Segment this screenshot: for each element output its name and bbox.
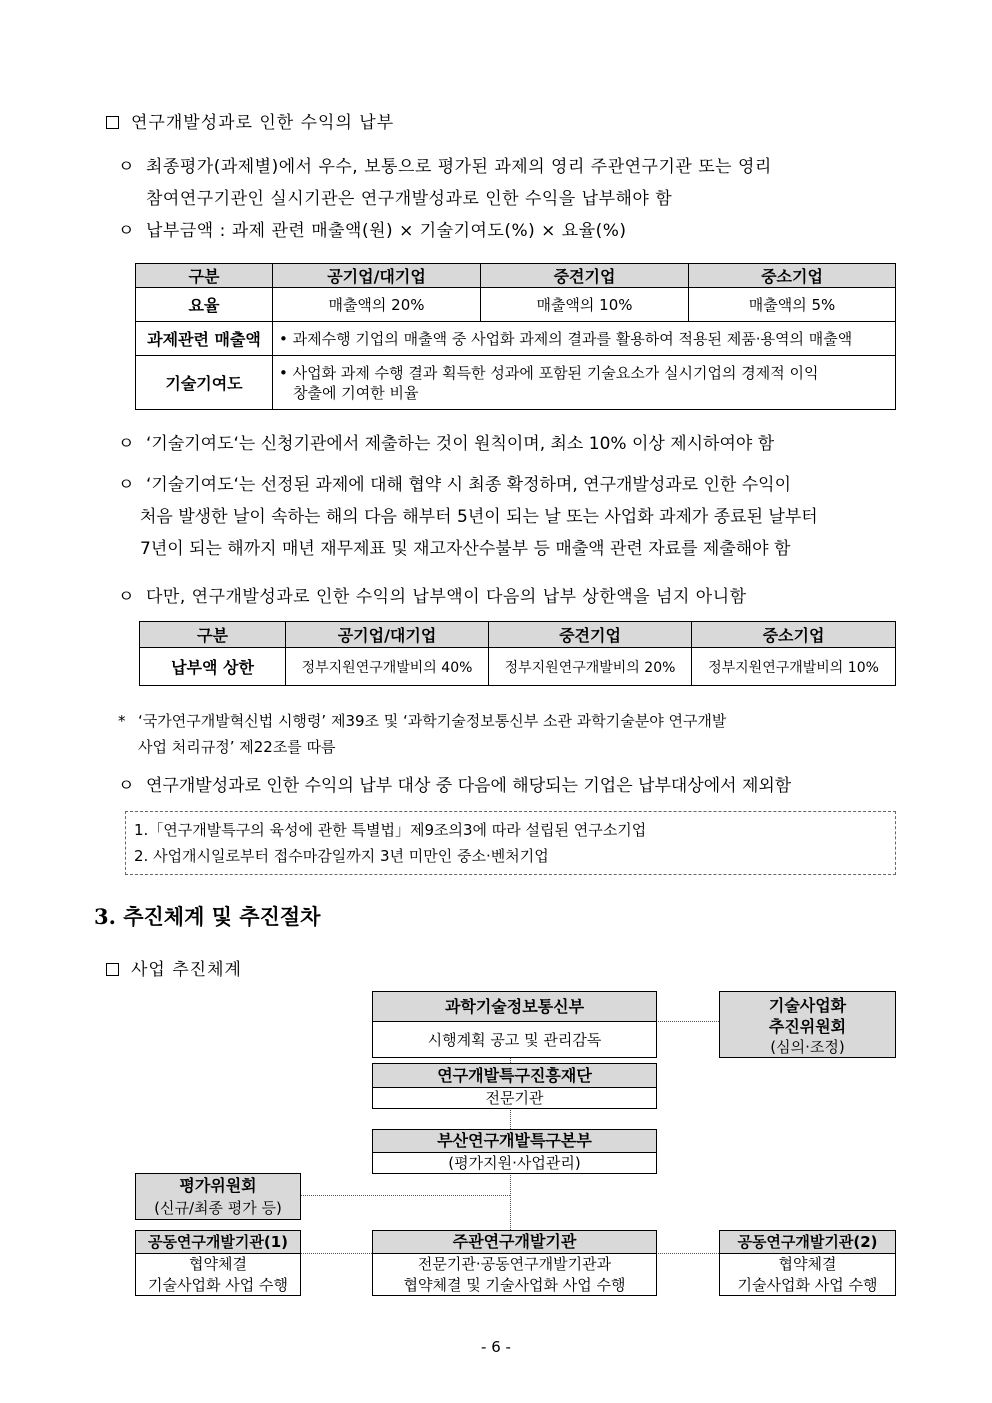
cap-table (139, 621, 896, 686)
org-title: 과학기술정보통신부 (373, 992, 656, 1022)
org-box-committee (719, 991, 896, 1058)
section-heading-revenue (106, 108, 394, 133)
footnote-mark: * (118, 712, 126, 730)
org-subtitle: 기술사업화 사업 수행 (148, 1276, 288, 1294)
org-subtitle: 전문기관·공동연구개발기관과 (417, 1255, 612, 1273)
table-cell: 매출액의 10% (481, 288, 689, 322)
org-subtitle: 협약체결 (778, 1255, 837, 1273)
org-box-joint-2 (719, 1230, 896, 1296)
org-box-msit (372, 991, 657, 1058)
table-cell: • 과제수행 기업의 매출액 중 사업화 과제의 결과를 활용하여 적용된 제품·용역의 매출액 (273, 322, 896, 356)
bullet-mark: ㅇ (118, 221, 135, 241)
table-header: 구분 (140, 622, 286, 648)
table-cell: 정부지원연구개발비의 10% (692, 648, 896, 686)
row-label-cap: 납부액 상한 (140, 648, 286, 686)
footnote-line: ‘국가연구개발혁신법 시행령’ 제39조 및 ‘과학기술정보통신부 소관 과학기술분야 연구개발 (138, 712, 727, 730)
cell-line: • 사업화 과제 수행 결과 획득한 성과에 포함된 기술요소가 실시기업의 경제적 이익 (279, 363, 819, 382)
org-title: 공동연구개발기관(1) (136, 1231, 300, 1254)
org-subtitle: 협약체결 및 기술사업화 사업 수행 (403, 1276, 626, 1294)
page-number: - 6 - (481, 1338, 511, 1356)
org-title: 공동연구개발기관(2) (720, 1231, 895, 1254)
section-title-3: 3. 추진체계 및 추진절차 (94, 904, 321, 929)
org-title: 연구개발특구진흥재단 (373, 1064, 656, 1088)
org-subtitle: (심의·조정) (770, 1038, 845, 1056)
cell-line: 창출에 기여한 비율 (293, 383, 419, 402)
org-subtitle: 시행계획 공고 및 관리감독 (427, 1031, 602, 1049)
paragraph-line: ‘기술기여도‘는 선정된 과제에 대해 협약 시 최종 확정하며, 연구개발성과로 인한 수익이 (146, 475, 792, 495)
table-header: 중소기업 (689, 264, 896, 288)
org-box-joint-1 (135, 1230, 301, 1296)
table-header: 중소기업 (692, 622, 896, 648)
row-label-rate: 요율 (136, 288, 273, 322)
org-subtitle: 협약체결 (189, 1255, 247, 1273)
bullet-mark: ㅇ (118, 776, 135, 796)
bullet-mark: ㅇ (118, 475, 135, 495)
paragraph-line: 납부금액 : 과제 관련 매출액(원) × 기술기여도(%) × 요율(%) (146, 221, 627, 241)
exclusion-item: 2. 사업개시일로부터 접수마감일까지 3년 미만인 중소·벤처기업 (134, 847, 549, 865)
bullet-mark: ㅇ (118, 587, 135, 607)
table-header: 공기업/대기업 (273, 264, 481, 288)
paragraph-contribution-confirm (118, 469, 898, 565)
org-subtitle: 기술사업화 사업 수행 (737, 1276, 878, 1294)
exclusion-item: 1.「연구개발특구의 육성에 관한 특별법」제9조의3에 따라 설립된 연구소기업 (134, 821, 647, 839)
org-subtitle: 전문기관 (485, 1089, 544, 1107)
org-title: 부산연구개발특구본부 (373, 1130, 656, 1153)
org-box-main (372, 1230, 657, 1296)
square-bullet-icon (106, 963, 119, 976)
bullet-mark: ㅇ (118, 434, 135, 454)
paragraph-final-eval (118, 151, 898, 215)
paragraph-line: 처음 발생한 날이 속하는 해의 다음 해부터 5년이 되는 날 또는 사업화 과제가 종료된 날부터 (140, 507, 818, 527)
section-subtitle: 사업 추진체계 (131, 960, 242, 980)
paragraph-contribution-rule (118, 428, 774, 460)
section-title: 연구개발성과로 인한 수익의 납부 (131, 113, 395, 133)
org-box-busan (372, 1129, 657, 1174)
connector-line (510, 1173, 511, 1230)
connector-line (510, 1108, 511, 1129)
paragraph-line: ‘기술기여도‘는 신청기관에서 제출하는 것이 원칙이며, 최소 10% 이상 제시하여야 함 (146, 434, 775, 454)
rate-table (135, 263, 896, 410)
section-heading-structure (106, 955, 242, 980)
org-title: 추진위원회 (768, 1017, 847, 1036)
org-title: 주관연구개발기관 (373, 1231, 656, 1254)
org-title: 기술사업화 (768, 996, 847, 1015)
exclusion-box (125, 811, 896, 875)
org-title: 평가위원회 (179, 1176, 257, 1195)
footnote-line: 사업 처리규정’ 제22조를 따름 (138, 738, 336, 756)
paragraph-line: 다만, 연구개발성과로 인한 수익의 납부액이 다음의 납부 상한액을 넘지 아니함 (146, 587, 747, 607)
paragraph-line: 연구개발성과로 인한 수익의 납부 대상 중 다음에 해당되는 기업은 납부대상에서 제외함 (146, 776, 792, 796)
paragraph-line: 최종평가(과제별)에서 우수, 보통으로 평가된 과제의 영리 주관연구기관 또는 영리 (146, 157, 772, 177)
table-cell: 매출액의 20% (273, 288, 481, 322)
paragraph-payment-amount (118, 215, 627, 247)
connector-line (656, 1253, 719, 1254)
paragraph-cap (118, 581, 747, 613)
table-header: 공기업/대기업 (286, 622, 489, 648)
connector-line (656, 1021, 719, 1022)
table-cell: 정부지원연구개발비의 40% (286, 648, 489, 686)
table-header: 중견기업 (489, 622, 692, 648)
connector-line (300, 1253, 372, 1254)
org-box-evaluation (135, 1173, 301, 1220)
org-box-innopolis (372, 1063, 657, 1109)
table-header: 중견기업 (481, 264, 689, 288)
row-label-contribution: 기술기여도 (136, 356, 273, 410)
org-subtitle: (평가지원·사업관리) (448, 1154, 581, 1172)
table-header: 구분 (136, 264, 273, 288)
footnote (118, 708, 898, 760)
connector-line (300, 1195, 510, 1196)
paragraph-line: 7년이 되는 해까지 매년 재무제표 및 재고자산수불부 등 매출액 관련 자료를 제출해야 함 (140, 539, 791, 559)
org-subtitle: (신규/최종 평가 등) (154, 1199, 282, 1217)
paragraph-exclusion (118, 770, 791, 802)
table-cell: 매출액의 5% (689, 288, 896, 322)
bullet-mark: ㅇ (118, 157, 135, 177)
square-bullet-icon (106, 116, 119, 129)
table-cell-contribution (273, 356, 896, 410)
row-label-sales: 과제관련 매출액 (136, 322, 273, 356)
table-cell: 정부지원연구개발비의 20% (489, 648, 692, 686)
paragraph-line: 참여연구기관인 실시기관은 연구개발성과로 인한 수익을 납부해야 함 (146, 189, 673, 209)
